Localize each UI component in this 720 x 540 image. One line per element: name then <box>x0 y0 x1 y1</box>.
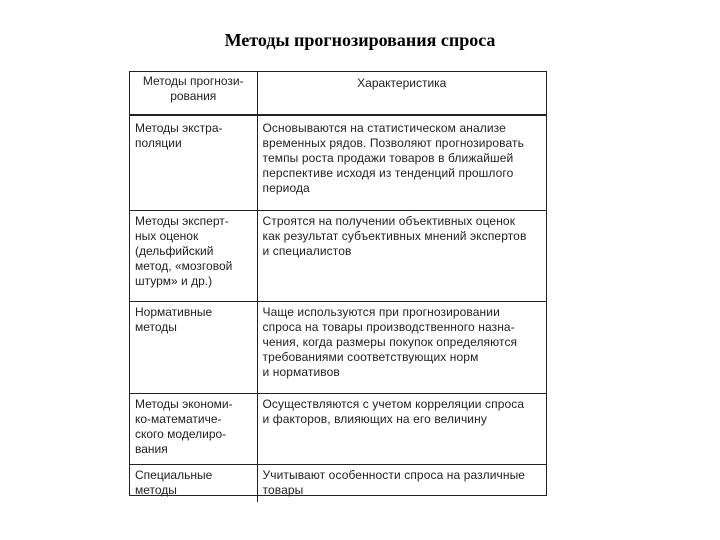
table-row <box>130 115 546 211</box>
method-cell <box>130 394 257 465</box>
description-cell <box>257 211 546 302</box>
description-cell <box>257 115 546 211</box>
header-characteristic-label: Характеристика <box>357 76 447 90</box>
method-description: Осуществляются с учетом корреляции спроса и факторов, влияющих на его величину <box>262 397 525 426</box>
method-description: Учитывают особенности спроса на различные товары <box>262 468 526 497</box>
method-cell <box>130 302 257 394</box>
methods-table-grid <box>130 72 546 502</box>
description-cell <box>257 302 546 394</box>
header-method-label: Методы прогнози- рования <box>142 74 244 103</box>
header-method <box>130 72 257 115</box>
method-name: Специальные методы <box>135 468 213 497</box>
header-characteristic <box>257 72 546 115</box>
description-cell <box>257 394 546 465</box>
method-cell <box>130 211 257 302</box>
method-description: Чаще используются при прогнозировании спроса на товары производственного назна- чения, когда размеры покупок определяются требованиями соответствующих норм и нормативов <box>262 305 518 379</box>
method-description: Строятся на получении объективных оценок как результат субъективных мнений экспертов и специалистов <box>262 214 527 258</box>
method-cell <box>130 115 257 211</box>
table-header-row <box>130 72 546 115</box>
table-row <box>130 465 546 503</box>
description-cell <box>257 465 546 503</box>
method-name: Методы эксперт- ных оценок (дельфийский метод, «мозговой штурм» и др.) <box>135 214 233 288</box>
method-name: Методы экономи- ко-математиче- ского моделиро- вания <box>135 397 233 456</box>
table-row <box>130 394 546 465</box>
method-description: Основываются на статистическом анализе временных рядов. Позволяют прогнозировать темпы роста продажи товаров в ближайшей перспективе исходя из тенденций прошлого периода <box>262 121 524 195</box>
method-name: Методы экстра- поляции <box>135 121 223 150</box>
method-name: Нормативные методы <box>135 305 213 334</box>
slide-title: Методы прогнозирования спроса <box>224 30 496 50</box>
table-row <box>130 302 546 394</box>
table-row <box>130 211 546 302</box>
method-cell <box>130 465 257 503</box>
methods-table <box>129 71 547 496</box>
